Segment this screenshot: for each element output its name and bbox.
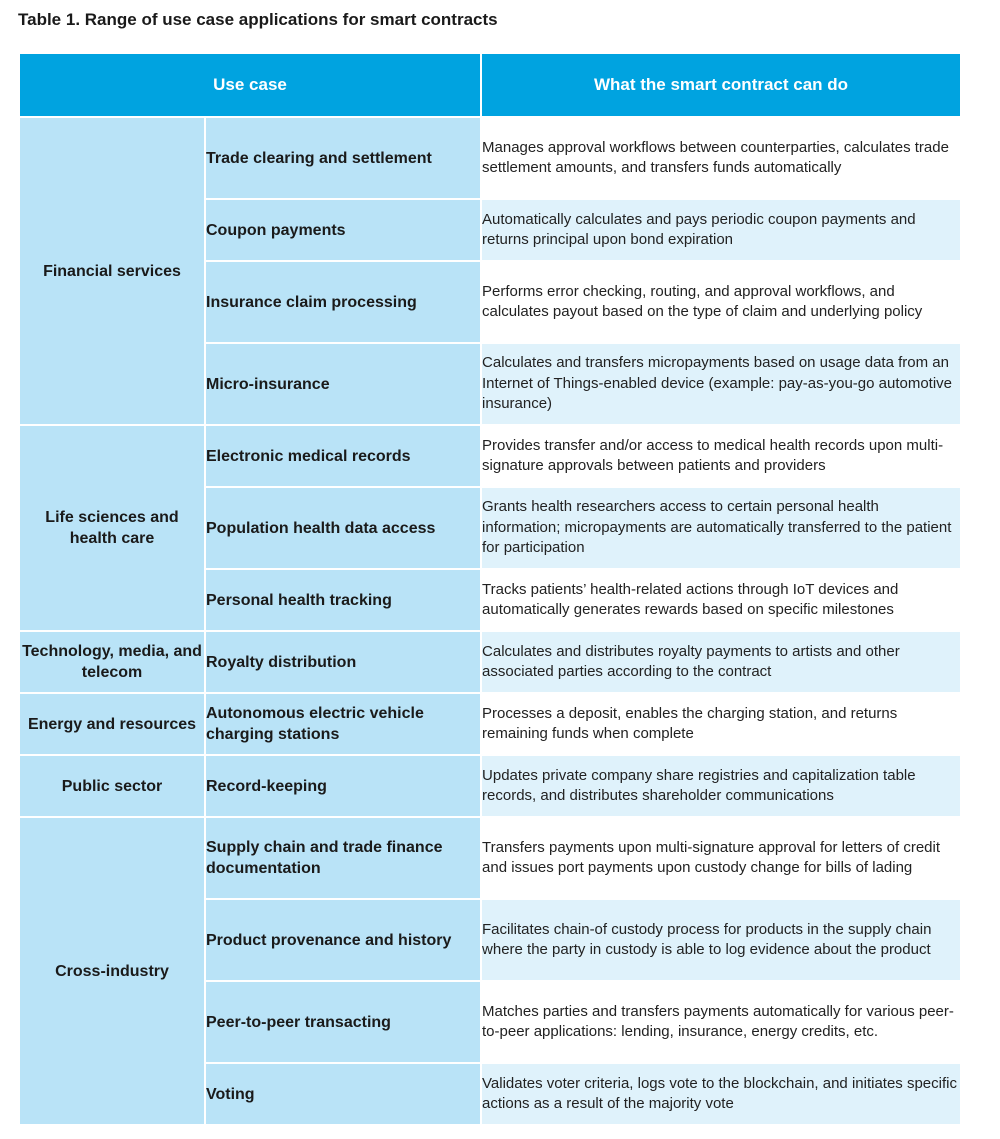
sector-cell: Cross-industry bbox=[19, 817, 205, 1125]
use-case-cell: Population health data access bbox=[205, 487, 481, 569]
use-case-cell: Voting bbox=[205, 1063, 481, 1125]
description-cell: Automatically calculates and pays periodic coupon payments and returns principal upon bond expiration bbox=[481, 199, 961, 261]
description-cell: Provides transfer and/or access to medical health records upon multi-signature approvals between patients and providers bbox=[481, 425, 961, 487]
use-case-cell: Micro-insurance bbox=[205, 343, 481, 425]
use-case-cell: Royalty distribution bbox=[205, 631, 481, 693]
table-row bbox=[19, 425, 961, 487]
description-cell: Matches parties and transfers payments automatically for various peer-to-peer applications: lending, insurance, energy credits, etc. bbox=[481, 981, 961, 1063]
table-row bbox=[19, 817, 961, 899]
description-cell: Validates voter criteria, logs vote to the blockchain, and initiates specific actions as a result of the majority vote bbox=[481, 1063, 961, 1125]
use-case-cell: Coupon payments bbox=[205, 199, 481, 261]
header-what-smart-contract-can-do: What the smart contract can do bbox=[481, 53, 961, 117]
description-cell: Processes a deposit, enables the charging station, and returns remaining funds when complete bbox=[481, 693, 961, 755]
table-row bbox=[19, 631, 961, 693]
use-case-cell: Insurance claim processing bbox=[205, 261, 481, 343]
description-cell: Calculates and transfers micropayments based on usage data from an Internet of Things-enabled device (example: pay-as-you-go automotive insurance) bbox=[481, 343, 961, 425]
use-case-cell: Peer-to-peer transacting bbox=[205, 981, 481, 1063]
sector-cell: Life sciences and health care bbox=[19, 425, 205, 631]
table-row bbox=[19, 755, 961, 817]
description-cell: Facilitates chain-of custody process for products in the supply chain where the party in custody is able to log evidence about the product bbox=[481, 899, 961, 981]
use-case-cell: Record-keeping bbox=[205, 755, 481, 817]
use-case-cell: Personal health tracking bbox=[205, 569, 481, 631]
sector-cell: Energy and resources bbox=[19, 693, 205, 755]
description-cell: Tracks patients’ health-related actions through IoT devices and automatically generates rewards based on specific milestones bbox=[481, 569, 961, 631]
table-header-row bbox=[19, 53, 961, 117]
table-body bbox=[19, 117, 961, 1125]
use-case-table bbox=[18, 52, 962, 1126]
use-case-cell: Supply chain and trade finance documentation bbox=[205, 817, 481, 899]
description-cell: Transfers payments upon multi-signature approval for letters of credit and issues port payments upon custody change for bills of lading bbox=[481, 817, 961, 899]
description-cell: Grants health researchers access to certain personal health information; micropayments are automatically transferred to the patient for participation bbox=[481, 487, 961, 569]
use-case-cell: Trade clearing and settlement bbox=[205, 117, 481, 199]
sector-cell: Financial services bbox=[19, 117, 205, 425]
description-cell: Calculates and distributes royalty payments to artists and other associated parties according to the contract bbox=[481, 631, 961, 693]
description-cell: Manages approval workflows between counterparties, calculates trade settlement amounts, and transfers funds automatically bbox=[481, 117, 961, 199]
sector-cell: Public sector bbox=[19, 755, 205, 817]
use-case-cell: Electronic medical records bbox=[205, 425, 481, 487]
use-case-cell: Autonomous electric vehicle charging stations bbox=[205, 693, 481, 755]
description-cell: Updates private company share registries and capitalization table records, and distributes shareholder communications bbox=[481, 755, 961, 817]
header-use-case: Use case bbox=[19, 53, 481, 117]
description-cell: Performs error checking, routing, and approval workflows, and calculates payout based on the type of claim and underlying policy bbox=[481, 261, 961, 343]
table-row bbox=[19, 693, 961, 755]
sector-cell: Technology, media, and telecom bbox=[19, 631, 205, 693]
use-case-cell: Product provenance and history bbox=[205, 899, 481, 981]
table-row bbox=[19, 117, 961, 199]
table-title: Table 1. Range of use case applications for smart contracts bbox=[18, 10, 498, 29]
